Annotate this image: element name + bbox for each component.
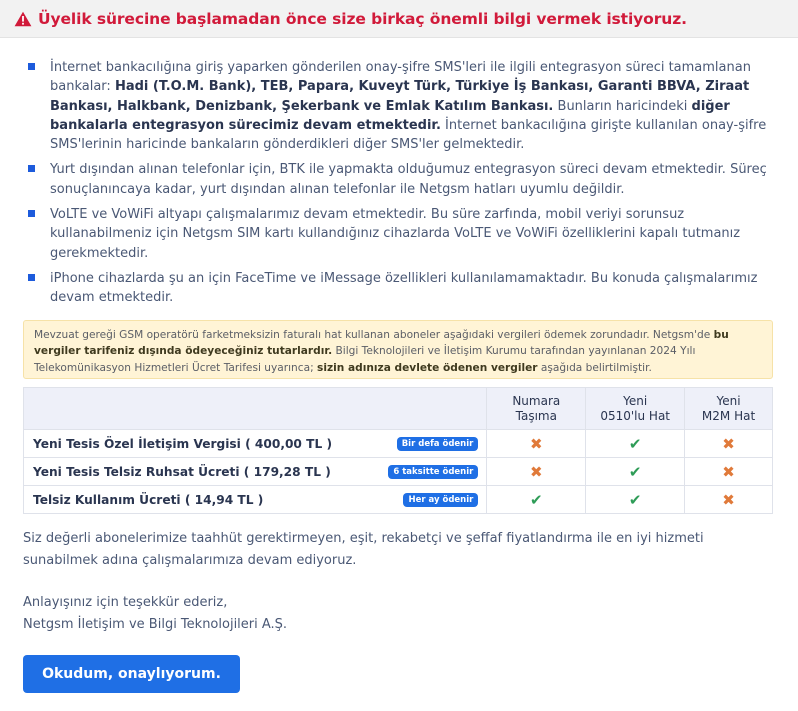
column-header-new-m2m: Yeni M2M Hat xyxy=(685,388,773,430)
thanks-line: Anlayışınız için teşekkür ederiz, xyxy=(23,595,228,610)
bank-list: Hadi (T.O.M. Bank), TEB, Papara, Kuveyt Türk, Türkiye İş Bankası, Garanti BBVA, Ziraat Bankası, Halkbank, Denizbank, Şekerbank ve Emlak Katılım Bankası. xyxy=(50,79,750,114)
integration-note: diğer bankalarla entegrasyon sürecimiz devam etmektedir. xyxy=(50,98,730,133)
info-item-iphone xyxy=(26,269,771,308)
cross-icon: ✖ xyxy=(722,490,735,509)
info-text: VoLTE ve VoWiFi altyapı çalışmalarımız devam etmektedir. Bu süre zarfında, mobil veriyi sorunsuz kullanabilmeniz için Netgsm SIM kartı kullandığınız cihazlarda VoLTE ve VoWiFi özelliklerini kapalı tutmanız gerekmektedir. xyxy=(50,207,741,261)
column-header-new-0510: Yeni 0510'lu Hat xyxy=(586,388,685,430)
closing-paragraph: Siz değerli abonelerimize taahhüt gerektirmeyen, eşit, rekabetçi ve şeffaf fiyatlandırma ile en iyi hizmeti sunabilmek adına çalışmalarımıza devam ediyoruz. xyxy=(23,531,704,568)
warning-triangle-icon xyxy=(14,11,32,27)
cross-icon: ✖ xyxy=(530,462,543,481)
mark-cell xyxy=(487,486,586,514)
mark-cell xyxy=(685,486,773,514)
bullet-square-icon xyxy=(28,165,35,172)
mark-cell xyxy=(487,430,586,458)
info-text: Yurt dışından alınan telefonlar için, BTK ile yapmakta olduğumuz entegrasyon süreci devam etmektedir. Süreç sonuçlanıncaya kadar, yurt dışından alınan telefonlar ile Netgsm hatları uyumlu değildir. xyxy=(50,162,767,197)
notice-text: Mevzuat gereği GSM operatörü farketmeksizin faturalı hat kullanan aboneler aşağıdaki vergileri ödemek zorundadır. Netgsm'de xyxy=(34,329,714,341)
info-item-foreign-phones xyxy=(26,160,771,199)
table-header-empty xyxy=(24,388,487,430)
fee-name-cell xyxy=(24,430,487,458)
check-icon: ✔ xyxy=(628,434,642,453)
bullet-square-icon xyxy=(28,274,35,281)
fee-name-cell xyxy=(24,458,487,486)
table-row xyxy=(24,430,773,458)
mark-cell xyxy=(685,430,773,458)
cross-icon: ✖ xyxy=(530,434,543,453)
table-row xyxy=(24,458,773,486)
tax-notice xyxy=(23,320,773,379)
fees-table xyxy=(23,387,773,514)
payment-badge: Bir defa ödenir xyxy=(397,437,479,451)
mark-cell xyxy=(685,458,773,486)
payment-badge: Her ay ödenir xyxy=(403,493,478,507)
company-name: Netgsm İletişim ve Bilgi Teknolojileri A.Ş. xyxy=(23,616,288,632)
notice-text: Bilgi Teknolojileri ve İletişim Kurumu tarafından yayınlanan 2024 Yılı Telekomünikasyon Hizmetleri Ücret Tarifesi uyarınca; xyxy=(34,345,696,374)
info-item-volte xyxy=(26,205,771,263)
mark-cell xyxy=(586,430,685,458)
fee-name: Yeni Tesis Telsiz Ruhsat Ücreti ( 179,28 TL ) xyxy=(33,464,331,479)
notice-text: aşağıda belirtilmiştir. xyxy=(537,361,652,374)
mark-cell xyxy=(586,458,685,486)
payment-badge: 6 taksitte ödenir xyxy=(388,465,478,479)
modal-title: Üyelik sürecine başlamadan önce size birkaç önemli bilgi vermek istiyoruz. xyxy=(38,9,687,28)
info-text: iPhone cihazlarda şu an için FaceTime ve iMessage özellikleri kullanılamamaktadır. Bu konuda çalışmalarımız devam etmektedir. xyxy=(50,270,758,306)
check-icon: ✔ xyxy=(530,490,543,509)
info-text: İnternet bankacılığına giriş yaparken gönderilen onay-şifre SMS'leri ile ilgili entegrasyon süreci tamamlanan bankalar: xyxy=(50,60,751,95)
bullet-square-icon xyxy=(28,63,35,70)
notice-emphasis: sizin adınıza devlete ödenen vergiler xyxy=(317,361,538,374)
mark-cell xyxy=(586,486,685,514)
info-text: İnternet bankacılığına girişte kullanılan onay-şifre SMS'lerinin haricinde bankaların gönderdikleri diğer SMS'ler gelmektedir. xyxy=(50,117,767,153)
column-header-number-transfer: Numara Taşıma xyxy=(487,388,586,430)
table-row xyxy=(24,486,773,514)
fee-name: Yeni Tesis Özel İletişim Vergisi ( 400,00 TL ) xyxy=(33,436,333,451)
table-header-row xyxy=(24,388,773,430)
info-text: Bunların haricindeki xyxy=(553,98,692,114)
info-list xyxy=(26,58,771,314)
check-icon: ✔ xyxy=(628,462,642,481)
check-icon: ✔ xyxy=(628,490,642,509)
fee-name: Telsiz Kullanım Ücreti ( 14,94 TL ) xyxy=(33,492,264,507)
confirm-button[interactable]: Okudum, onaylıyorum. xyxy=(23,655,240,693)
fee-name-cell xyxy=(24,486,487,514)
bullet-square-icon xyxy=(28,210,35,217)
modal-header xyxy=(0,0,798,38)
thanks-block xyxy=(23,592,773,635)
notice-emphasis: bu vergiler tarifeniz dışında ödeyeceğiniz tutarlardır. xyxy=(34,329,729,358)
info-item-bank-sms xyxy=(26,58,771,154)
mark-cell xyxy=(487,458,586,486)
cross-icon: ✖ xyxy=(722,462,735,481)
cross-icon: ✖ xyxy=(722,434,735,453)
